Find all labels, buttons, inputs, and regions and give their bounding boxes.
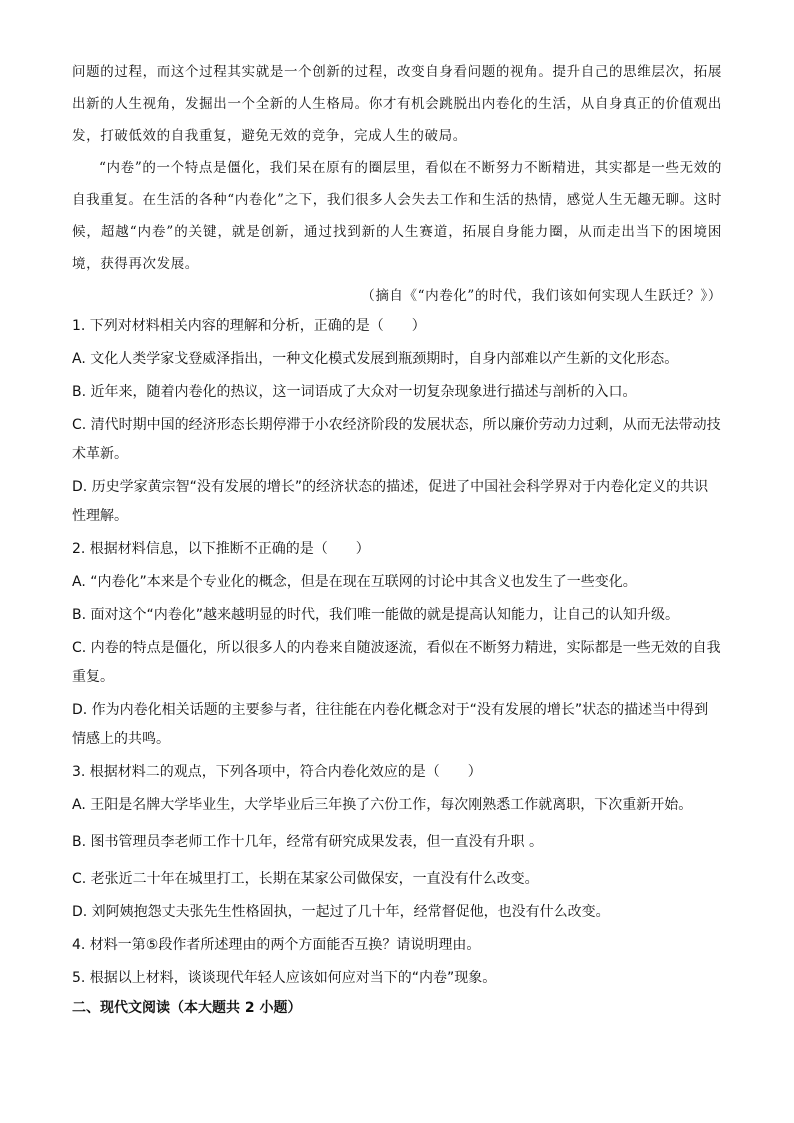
option-a: A. “内卷化”本来是个专业化的概念，但是在现在互联网的讨论中其含义也发生了一些变化。 — [72, 574, 637, 590]
passage-paragraph-1: 问题的过程，而这个过程其实就是一个创新的过程，改变自身看问题的视角。提升自己的思维层次，拓展出新的人生视角，发掘出一个全新的人生格局。你才有机会跳脱出内卷化的生活，从自身真正的价值观出发，打破低效的自我重复，避免无效的竞争，完成人生的破局。 — [72, 64, 722, 144]
option-d: D. 历史学家黄宗智“没有发展的增长”的经济状态的描述，促进了中国社会科学界对于内卷化定义的共识性理解。 — [72, 479, 709, 524]
passage-paragraph-2: “内卷”的一个特点是僵化，我们呆在原有的圈层里，看似在不断努力不断精进，其实都是一些无效的自我重复。在生活的各种“内卷化”之下，我们很多人会失去工作和生活的热情，感觉人生无趣无聊。这时候，超越“内卷”的关键，就是创新，通过找到新的人生赛道，拓展自身能力圈，从而走出当下的困境困境，获得再次发展。 — [72, 160, 722, 272]
question-stem: 4. 材料一第⑤段作者所述理由的两个方面能否互换？请说明理由。 — [72, 937, 481, 953]
question-2 — [72, 535, 722, 754]
option-d: D. 刘阿姨抱怨丈夫张先生性格固执，一起过了几十年，经常督促他，也没有什么改变。 — [72, 904, 610, 920]
option-d: D. 作为内卷化相关话题的主要参与者，往往能在内卷化概念对于“没有发展的增长”状态的描述当中得到情感上的共鸣。 — [72, 702, 709, 747]
option-b: B. 近年来，随着内卷化的热议，这一词语成了大众对一切复杂现象进行描述与剖析的入口。 — [72, 384, 637, 400]
option-a: A. 文化人类学家戈登威泽指出，一种文化模式发展到瓶颈期时，自身内部难以产生新的文化形态。 — [72, 351, 679, 367]
question-5 — [72, 964, 722, 993]
section-heading: 二、现代文阅读（本大题共 2 小题） — [72, 1000, 302, 1016]
option-b: B. 图书管理员李老师工作十几年，经常有研究成果发表，但一直没有升职 。 — [72, 834, 543, 850]
question-3 — [72, 758, 722, 927]
question-stem: 1. 下列对材料相关内容的理解和分析，正确的是（ ） — [72, 318, 426, 334]
question-stem: 5. 根据以上材料，谈谈现代年轻人应该如何应对当下的“内卷”现象。 — [72, 970, 497, 986]
passage-source: （摘自《“内卷化”的时代，我们该如何实现人生跃迁？》） — [361, 288, 722, 304]
option-c: C. 老张近二十年在城里打工，长期在某家公司做保安，一直没有什么改变。 — [72, 871, 539, 887]
option-b: B. 面对这个“内卷化”越来越明显的时代，我们唯一能做的就是提高认知能力，让自己的认知升级。 — [72, 607, 680, 623]
question-stem: 2. 根据材料信息，以下推断不正确的是（ ） — [72, 541, 370, 557]
option-a: A. 王阳是名牌大学毕业生，大学毕业后三年换了六份工作，每次刚熟悉工作就离职，下次重新开始。 — [72, 797, 693, 813]
question-stem: 3. 根据材料二的观点，下列各项中，符合内卷化效应的是（ ） — [72, 764, 482, 780]
question-1 — [72, 312, 722, 531]
option-c: C. 清代时期中国的经济形态长期停滞于小农经济阶段的发展状态，所以廉价劳动力过剩，从而无法带动技术革新。 — [72, 417, 721, 462]
option-c: C. 内卷的特点是僵化，所以很多人的内卷来自随波逐流，看似在不断努力精进，实际都是一些无效的自我重复。 — [72, 640, 721, 685]
question-4 — [72, 931, 722, 960]
